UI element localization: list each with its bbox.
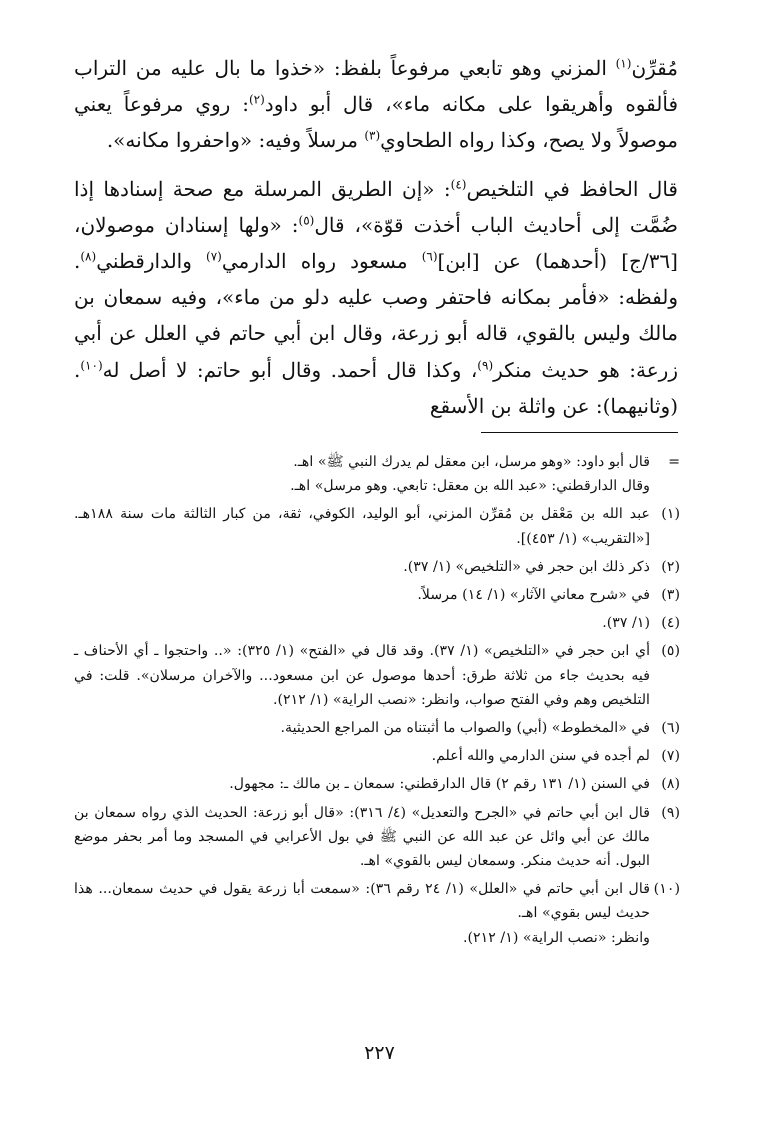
text-run: . (وثانيهما): عن واثلة بن الأسقع (74, 357, 678, 418)
footnote-text: في «شرح معاني الآثار» (١/ ١٤) مرسلاً. (417, 587, 650, 604)
footnote-ref-6[interactable]: (٦) (421, 249, 438, 264)
footnote-number: (٧) (661, 748, 680, 765)
text-run: ، وكذا قال أحمد. وقال أبو حاتم: لا أصل له (102, 357, 478, 382)
footnote-number: (٨) (661, 776, 680, 793)
continuation-mark: = (668, 454, 680, 470)
footnote-ref-2[interactable]: (٢) (248, 92, 265, 107)
footnote-number: (٣) (661, 587, 680, 604)
footnote-continuation (74, 450, 680, 474)
footnote-text: (١/ ٣٧). (602, 615, 650, 632)
footnote-number: (٥) (661, 643, 680, 660)
footnote-8 (74, 772, 680, 796)
text-run: قال الحافظ في التلخيص (466, 176, 678, 201)
footnote-ref-9[interactable]: (٩) (477, 357, 494, 372)
footnote-text: قال أبو داود: «وهو مرسل، ابن معقل لم يدرك النبي ﷺ» اهـ. (293, 454, 650, 470)
footnote-text: قال ابن أبي حاتم في «العلل» (١/ ٢٤ رقم ٣٦): «سمعت أبا زرعة يقول في حديث سمعان... هذا حديث ليس بقوي» اهـ. (74, 881, 650, 922)
footnote-number: (١٠) (653, 881, 680, 898)
paragraph-1 (74, 50, 678, 159)
text-run: مرسلاً وفيه: «واحفروا مكانه». (106, 128, 365, 153)
footnote-10 (74, 877, 680, 925)
footnote-continuation-line: وانظر: «نصب الراية» (١/ ٢١٢). (462, 929, 650, 946)
footnote-number: (٢) (661, 558, 680, 575)
footnote-number: (٩) (661, 804, 680, 821)
footnote-ref-8[interactable]: (٨) (80, 249, 97, 264)
footnote-2 (74, 555, 680, 579)
footnote-text: عبد الله بن مَعْقل بن مُقرِّن المزني، أبو الوليد، الكوفي، ثقة، من كبار الثالثة مات سنة ١٨٨هـ. [«التقريب» (١/ ٤٥٣)]. (74, 506, 650, 547)
footnote-ref-4[interactable]: (٤) (450, 176, 467, 191)
footnote-text: ذكر ذلك ابن حجر في «التلخيص» (١/ ٣٧). (403, 558, 650, 575)
footnote-number: (٦) (661, 720, 680, 737)
footnote-text: في «المخطوط» (أبي) والصواب ما أثبتناه من المراجع الحديثية. (280, 720, 650, 737)
text-run: والدارقطني (96, 249, 206, 274)
footnote-number: (٤) (661, 615, 680, 632)
text-run: : روي مرفوعاً يعني موصولاً ولا يصح، وكذا رواه الطحاوي (74, 92, 678, 153)
paragraph-2 (74, 171, 678, 424)
footnote-ref-1[interactable]: (١) (615, 56, 632, 71)
footnote-3 (74, 583, 680, 607)
text-run: المزني وهو تابعي مرفوعاً بلفظ: «خذوا ما بال عليه من التراب فألقوه وأهريقوا على مكانه ماء»، قال أبو داود (74, 56, 678, 117)
main-text (74, 50, 678, 424)
page-number: ٢٢٧ (364, 1042, 395, 1064)
footnote-9 (74, 801, 680, 874)
footnote-1 (74, 502, 680, 550)
footnote-5 (74, 639, 680, 712)
footnote-continuation-line: وقال الدارقطني: «عبد الله بن معقل: تابعي. وهو مرسل» اهـ. (290, 478, 650, 495)
footnote-4 (74, 611, 680, 635)
footnote-text: أي ابن حجر في «التلخيص» (١/ ٣٧). وقد قال في «الفتح» (١/ ٣٢٥): «.. واحتجوا ـ أي الأحناف ـ فيه بحديث جاء من ثلاثة طرق: أحدها موصول عن ابن مسعود... والآخران مرسلان». قلت: في التلخيص وهم وفي الفتح صواب، وانظر: «نصب الراية» (١/ ٢١٢). (74, 643, 651, 708)
footnote-text: لم أجده في سنن الدارمي والله أعلم. (431, 748, 650, 765)
text-run: مسعود رواه الدارمي (221, 249, 422, 274)
footnotes (74, 446, 680, 950)
footnote-separator (481, 432, 678, 433)
footnote-ref-10[interactable]: (١٠) (80, 357, 103, 372)
footnote-text: قال ابن أبي حاتم في «الجرح والتعديل» (٤/ ٣١٦): «قال أبو زرعة: الحديث الذي رواه سمعان بن مالك عن أبي وائل عن عبد الله عن النبي ﷺ في بول الأعرابي في المسجد وما أمر بحفر موضع البول. أنه حديث منكر. وسمعان ليس بالقوي» اهـ. (74, 804, 650, 870)
footnote-ref-7[interactable]: (٧) (206, 249, 222, 264)
footnote-ref-3[interactable]: (٣) (364, 128, 381, 143)
footnote-7 (74, 744, 680, 768)
text-run: مُقرِّن (631, 56, 678, 80)
text-run: : «ولها إسنادان موصولان، [٣٦/ج] (أحدهما) عن [ابن] (74, 212, 678, 274)
footnote-number: (١) (661, 506, 680, 523)
footnote-6 (74, 716, 680, 740)
text-run: . ولفظه: «فأمر بمكانه فاحتفر وصب عليه دلو من ماء»، وفيه سمعان بن مالك وليس بالقوي، قاله أبو زرعة، وقال ابن أبي حاتم في العلل عن أبي زرعة: هو حديث منكر (74, 249, 678, 382)
footnote-ref-5[interactable]: (٥) (298, 213, 315, 228)
footnote-text: في السنن (١/ ١٣١ رقم ٢) قال الدارقطني: سمعان ـ بن مالك ـ: مجهول. (229, 776, 650, 793)
text-run: : «إن الطريق المرسلة مع صحة إسنادها إذا ضُمَّت إلى أحاديث الباب أخذت قوّة»، قال (74, 176, 678, 237)
